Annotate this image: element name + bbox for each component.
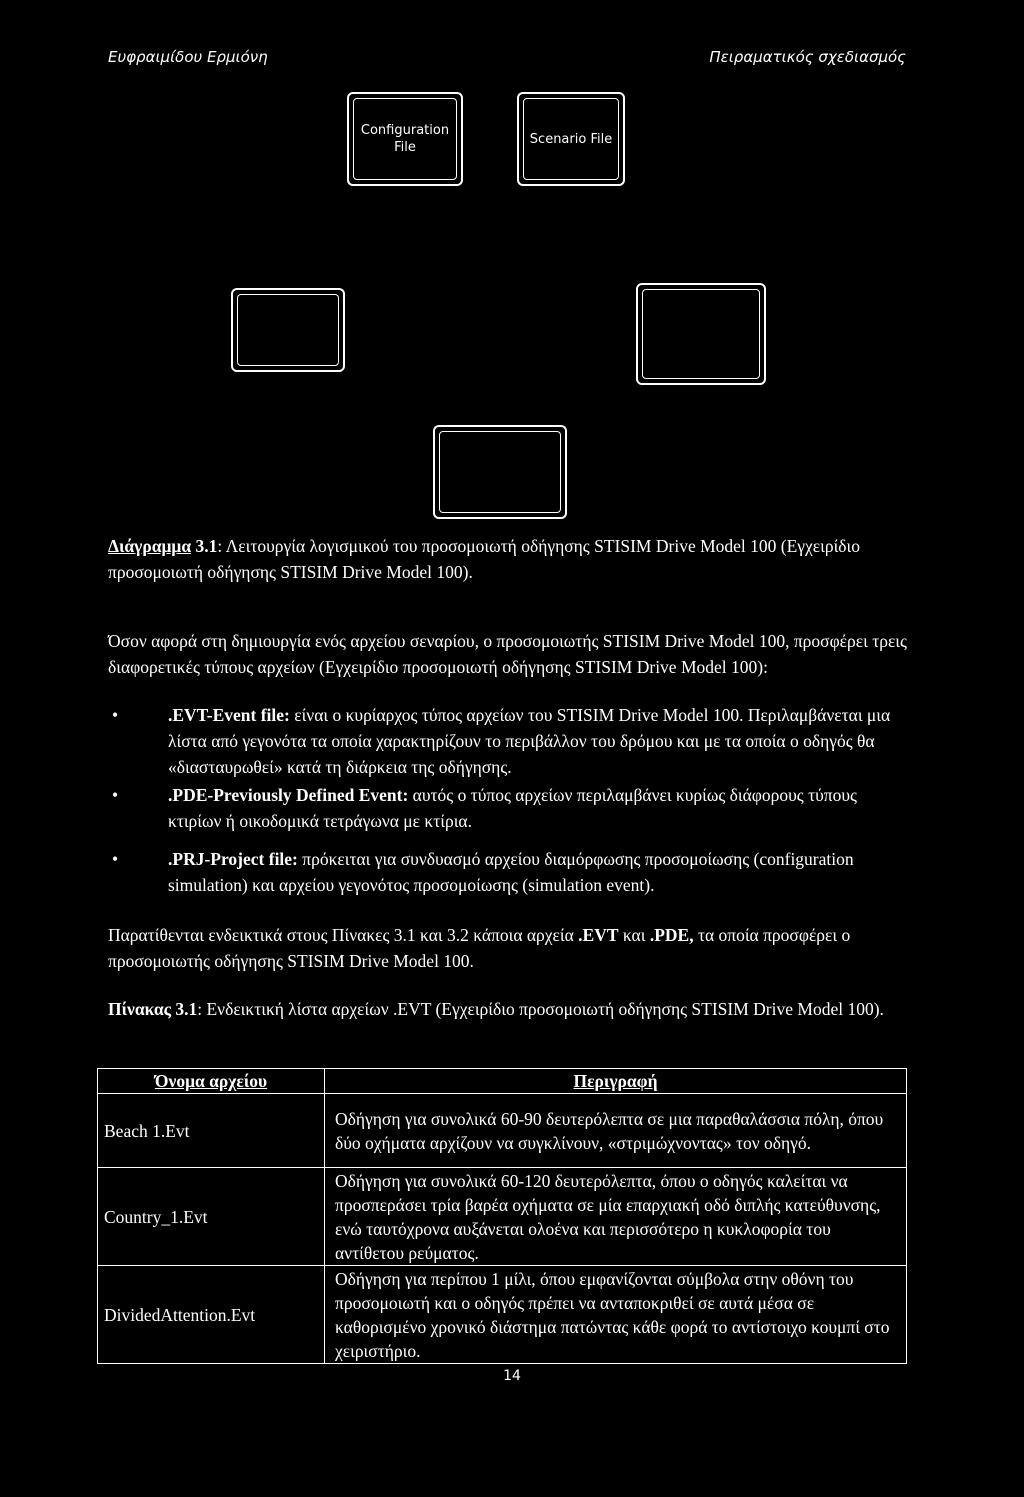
diagram-box-scenario-file (517, 92, 625, 186)
diagram-box-empty-right (636, 283, 766, 385)
bullet-evt (108, 702, 908, 780)
cell-description: Οδήγηση για συνολικά 60-90 δευτερόλεπτα σε μια παραθαλάσσια πόλη, όπου δύο οχήματα αρχίζουν να συγκλίνουν, «στριμώχνοντας» τον οδηγό. (325, 1094, 907, 1168)
table-caption-label: Πίνακας (108, 999, 171, 1019)
table-row (98, 1094, 907, 1168)
diagram-caption-label: Διάγραμμα (108, 536, 192, 556)
table-row (98, 1168, 907, 1266)
column-header-name: Όνομα αρχείου (98, 1069, 325, 1094)
diagram-caption-number: 3.1 (195, 536, 218, 556)
tables-intro-paragraph (108, 922, 908, 974)
bullet-text: είναι ο κυρίαρχος τύπος αρχείων του STISIM Drive Model 100. Περιλαμβάνεται μια λίστα από γεγονότα τα οποία χαρακτηρίζουν το περιβάλλον του δρόμου και με τα οποία ο οδηγός θα «διασταυρωθεί» κατά τη διάρκεια της οδήγησης. (168, 705, 891, 777)
diagram-box-configuration-file (347, 92, 463, 186)
tables-intro-text-2: και (618, 925, 646, 945)
bullet-pde (108, 782, 908, 834)
bullet-term: .PRJ-Project file: (168, 849, 298, 869)
intro-paragraph (108, 628, 908, 680)
column-header-description: Περιγραφή (325, 1069, 907, 1094)
table-caption-number: 3.1 (175, 999, 198, 1019)
diagram-box-empty-bottom (433, 425, 567, 519)
page-number: 14 (503, 1368, 521, 1384)
header-chapter: Πειραματικός σχεδιασμός (709, 48, 906, 66)
table-caption (108, 996, 908, 1022)
tables-intro-text-3: τα οποία προσφέρει ο προσομοιωτής οδήγησης STISIM Drive Model 100. (108, 925, 851, 971)
cell-description: Οδήγηση για συνολικά 60-120 δευτερόλεπτα, όπου ο οδηγός καλείται να προσπεράσει τρία βαρέα οχήματα σε μία επαρχιακή οδό διπλής κατεύθυνσης, ενώ ταυτόχρονα αυξάνεται ολοένα και περισσότερο η κυκλοφορία του αντίθετου ρεύματος. (325, 1168, 907, 1266)
cell-file-name: DividedAttention.Evt (98, 1266, 325, 1364)
bullet-text: αυτός ο τύπος αρχείων περιλαμβάνει κυρίως διάφορους τύπους κτιρίων ή οικοδομικά τετράγωνα με κτίρια. (168, 785, 857, 831)
bullet-text: πρόκειται για συνδυασμό αρχείου διαμόρφωσης προσομοίωσης (configuration simulation) και αρχείου γεγονότος προσομοίωσης (simulation event). (168, 849, 854, 895)
header-author: Ευφραιμίδου Ερμιόνη (108, 48, 268, 66)
bullet-term: .PDE-Previously Defined Event: (168, 785, 409, 805)
tables-intro-text-1: Παρατίθενται ενδεικτικά στους Πίνακες 3.1 και 3.2 κάποια αρχεία (108, 925, 574, 945)
diagram-box-empty-left (231, 288, 345, 372)
diagram-caption (108, 533, 908, 585)
table-header-row (98, 1069, 907, 1094)
bullet-prj (108, 846, 908, 898)
table-caption-text: : Ενδεικτική λίστα αρχείων .EVT (Εγχειρίδιο προσομοιωτή οδήγησης STISIM Drive Model 100). (197, 999, 884, 1019)
bullet-dot: • (112, 705, 119, 725)
table-row (98, 1266, 907, 1364)
diagram-box-configuration-label: Configuration File (360, 123, 450, 155)
bullet-term: .EVT-Event file: (168, 705, 290, 725)
tables-intro-pde: .PDE, (649, 925, 694, 945)
cell-file-name: Beach 1.Evt (98, 1094, 325, 1168)
evt-files-table (97, 1068, 907, 1364)
bullet-dot: • (112, 785, 119, 805)
bullet-dot: • (112, 849, 119, 869)
cell-file-name: Country_1.Evt (98, 1168, 325, 1266)
diagram-caption-text: : Λειτουργία λογισμικού του προσομοιωτή οδήγησης STISIM Drive Model 100 (Εγχειρίδιο προσομοιωτή οδήγησης STISIM Drive Model 100). (108, 536, 860, 582)
cell-description: Οδήγηση για περίπου 1 μίλι, όπου εμφανίζονται σύμβολα στην οθόνη του προσομοιωτή και ο οδηγός πρέπει να ανταποκριθεί σε αυτά μέσα σε καθορισμένο χρονικό διάστημα πατώντας κάθε φορά το αντίστοιχο κουμπί στο χειριστήριο. (325, 1266, 907, 1364)
tables-intro-evt: .EVT (578, 925, 619, 945)
diagram-box-scenario-label: Scenario File (529, 131, 613, 147)
intro-text: Όσον αφορά στη δημιουργία ενός αρχείου σεναρίου, ο προσομοιωτής STISIM Drive Model 100, προσφέρει τρεις διαφορετικές τύπους αρχείων (Εγχειρίδιο προσομοιωτή οδήγησης STISIM Drive Model 100): (108, 631, 907, 677)
